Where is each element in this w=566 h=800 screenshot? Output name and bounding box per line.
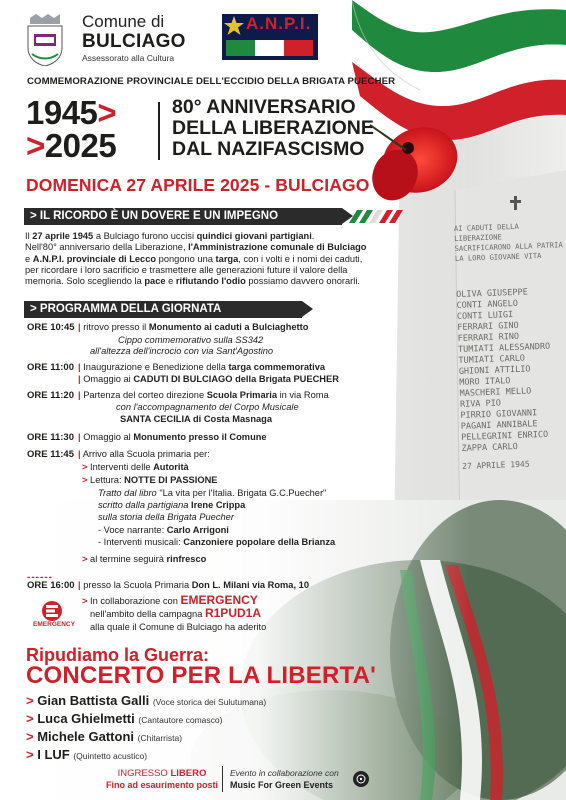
text: INGRESSO: [117, 768, 171, 779]
program-item-1100-a: | Inaugurazione e Benedizione della targa commemorativa: [78, 362, 326, 372]
ricordo-line-3: [25, 254, 430, 265]
program-item-1120: | Partenza del corteo direzione Scuola Primaria in via Roma: [78, 390, 329, 400]
text: memoria. Solo scegliendo la: [25, 276, 145, 287]
inscription-date: 27 APRILE 1945: [462, 459, 530, 471]
anniversary-line-1: 80° ANNIVERSARIO: [172, 96, 356, 118]
text-bold: Irene Crippa: [191, 500, 246, 510]
emergency-name: EMERGENCY: [180, 593, 258, 607]
inscription-name: PAGANI ANNIBALE: [460, 419, 538, 432]
text-bold: Monumento ai caduti a Bulciaghetto: [148, 322, 309, 332]
campaign-name: R1PUD1A: [204, 606, 261, 620]
text-bold: pace: [144, 276, 166, 287]
inscription-name: ZAPPA CARLO: [461, 441, 518, 454]
text-bold: l'Amministrazione comunale di Bulciago: [188, 242, 367, 253]
section-heading-ricordo: > IL RICORDO È UN DOVERE E UN IMPEGNO: [24, 208, 342, 225]
text-bold: targa commemorativa: [228, 362, 326, 372]
inscription-name: FERRARI GINO: [457, 320, 519, 333]
coat-of-arms-icon: [24, 14, 66, 66]
text-bold: 27 aprile 1945: [32, 231, 94, 241]
inscription-line: LA LORO GIOVANE VITA: [454, 250, 542, 264]
text: Nell'80° anniversario della Liberazione,: [25, 242, 189, 253]
anniversary-line-2: DELLA LIBERAZIONE: [172, 117, 374, 139]
inscription-name: MORO ITALO: [459, 376, 511, 388]
program-sub-1120-b: SANTA CECILIA di Costa Masnaga: [120, 414, 273, 424]
text-bold: NOTTE DI PASSIONE: [124, 475, 218, 485]
text: presso la Scuola Primaria: [83, 580, 192, 590]
artist-desc: (Voce storica dei Sulutumana): [152, 697, 267, 707]
inscription-name: FERRARI RINO: [457, 331, 520, 344]
program-sub-1045-b: all'altezza dell'incrocio con via Sant'Agostino: [90, 346, 274, 356]
emergency-logo-label: EMERGENCY: [33, 621, 75, 628]
text: Partenza del corteo direzione: [83, 390, 207, 400]
artist-desc: (Cantautore comasco): [138, 715, 223, 725]
inscription-name: MASCHERI MELLO: [459, 386, 532, 399]
collaboration-note: Evento in collaborazione con: [230, 768, 339, 778]
text-bold: quindici giovani partigiani: [196, 231, 312, 241]
program-item-1145-lettura: > Lettura: NOTTE DI PASSIONE: [82, 475, 218, 485]
time-1600: ORE 16:00: [27, 580, 75, 591]
inscription-name: CONTI ANGELO: [456, 298, 519, 311]
artist-name: I LUF: [37, 747, 70, 762]
text: Interventi delle: [90, 462, 154, 472]
inscription-name: TUMIATI ALESSANDRO: [457, 341, 551, 355]
text: possiamo davvero onorarli.: [245, 276, 360, 287]
time-1120: ORE 11:20: [27, 390, 74, 401]
ricordo-paragraph: [25, 231, 430, 287]
text-bold: A.N.P.I. provinciale di Lecco: [32, 253, 157, 264]
text: al termine seguirà: [90, 554, 167, 564]
inscription-name: OLIVA GIUSEPPE: [456, 287, 528, 300]
municipality-name: BULCIAGO: [82, 31, 186, 52]
artist-desc: (Chitarrista): [137, 733, 183, 743]
program-item-1145-libro: [98, 488, 326, 499]
commemoration-subtitle: COMMEMORAZIONE PROVINCIALE DELL'ECCIDIO DELLA BRIGATA PUECHER: [27, 76, 396, 87]
program-item-1145-storia: sulla storia della Brigata Puecher: [98, 512, 234, 522]
text: Tratto dal libro: [98, 488, 160, 498]
comune-di-label: Comune di: [82, 12, 165, 31]
program-item-adesione: alla quale il Comune di Bulciago ha aderito: [90, 622, 267, 632]
tricolor-stripes-icon: [345, 210, 405, 223]
inscription-name: PIRRIO GIOVANNI: [460, 408, 538, 421]
time-1100: ORE 11:00: [27, 362, 74, 373]
time-1045: ORE 10:45: [27, 322, 75, 333]
artist-item: > I LUF (Quintetto acustico): [26, 747, 148, 762]
text: Omaggio ai: [83, 374, 134, 384]
text-bold: rinfresco: [166, 554, 207, 564]
monument-inscription: [454, 220, 566, 472]
concert-heading-1: Ripudiamo la Guerra:: [26, 645, 210, 665]
artist-item: > Gian Battista Galli (Voce storica dei Sulutumana): [26, 693, 267, 708]
inscription-name: TUMIATI CARLO: [458, 353, 526, 366]
program-item-emergency: > In collaborazione con EMERGENCY: [82, 593, 258, 607]
program-item-1145-authorities: > Interventi delle Autorità: [82, 462, 189, 472]
time-1130: ORE 11:30: [27, 432, 74, 443]
program-sub-1120-a: con l'accompagnamento del Corpo Musicale: [116, 402, 299, 412]
text: - Voce narrante:: [98, 525, 167, 535]
text: e: [25, 253, 33, 264]
artist-item: > Luca Ghielmetti (Cantautore comasco): [26, 711, 223, 726]
inscription-line: AI CADUTI DELLA LIBERAZIONE: [453, 221, 519, 244]
program-item-1130: | Omaggio al Monumento presso il Comune: [78, 432, 267, 442]
text: , con i volti e i nomi dei caduti,: [238, 253, 363, 264]
inscription-name: GHIONI ATTILIO: [458, 364, 531, 377]
availability-note: Fino ad esaurimento posti: [106, 780, 219, 790]
inscription-line: SACRIFICARONO ALLA PATRIA: [454, 240, 563, 254]
year-1945-text: 1945: [26, 94, 98, 131]
anpi-name: A.N.P.I.: [246, 14, 312, 33]
text-bold: Canzoniere popolare della Brianza: [183, 537, 336, 547]
text-bold: Scuola Primaria: [206, 390, 277, 400]
text-bold: LIBERO: [170, 768, 207, 779]
text: .: [311, 231, 315, 241]
program-item-1100-b: | Omaggio ai CADUTI DI BULCIAGO della Brigata PUECHER: [78, 374, 339, 384]
partner-name: Music For Green Events: [230, 780, 334, 790]
inscription-name: PELLEGRINI ENRICO: [461, 429, 549, 443]
program-item-1045: | ritrovo presso il Monumento ai caduti a Bulciaghetto: [78, 322, 309, 332]
inscription-name: RIVA PIO: [459, 398, 502, 410]
inscription-name: CONTI LUIGI: [456, 310, 514, 322]
text: scritto dalla partigiana: [98, 500, 192, 510]
program-item-1600: | presso la Scuola Primaria Don L. Milani via Roma, 10: [78, 580, 309, 590]
text-bold: CADUTI DI BULCIAGO della Brigata PUECHER: [133, 374, 339, 384]
text: Omaggio al: [83, 432, 134, 442]
title-divider: [158, 102, 160, 160]
text: pongono una: [156, 253, 216, 264]
music-for-green-logo-icon: [352, 770, 370, 788]
year-1945: [26, 96, 116, 130]
text-bold: Monumento presso il Comune: [133, 432, 267, 442]
text: a Bulciago furono uccisi: [93, 231, 197, 241]
anniversary-line-3: DAL NAZIFASCISMO: [172, 138, 365, 160]
program-item-1145-autrice: [98, 500, 245, 511]
text: in via Roma: [277, 390, 329, 400]
text-bold: Don L. Milani via Roma, 10: [191, 580, 309, 590]
ricordo-line-1: [25, 231, 430, 242]
text: Lettura:: [90, 475, 125, 485]
concert-heading-2: CONCERTO PER LA LIBERTA': [26, 662, 377, 689]
ricordo-line-5: [25, 276, 430, 287]
artist-name: Luca Ghielmetti: [37, 711, 135, 726]
arrow-glyph: >: [97, 94, 117, 131]
artist-desc: (Quintetto acustico): [73, 751, 148, 761]
assessorato-label: Assessorato alla Cultura: [82, 53, 175, 63]
text: e: [165, 276, 176, 287]
text: Il: [25, 231, 33, 241]
ricordo-line-2: [25, 242, 430, 253]
artist-name: Michele Gattoni: [37, 729, 135, 744]
footer-divider: [222, 766, 223, 792]
text-bold: targa: [215, 253, 239, 264]
text-bold: rifiutando l'odio: [175, 276, 246, 287]
program-sub-1045-a: Cippo commemorativo sulla SS342: [118, 335, 264, 345]
artist-item: > Michele Gattoni (Chitarrista): [26, 729, 183, 744]
text: Arrivo alla Scuola primaria per:: [82, 449, 210, 459]
entry-info: [112, 768, 212, 779]
separator-dashes: ------: [27, 572, 53, 583]
arrow-glyph: >: [26, 127, 45, 164]
program-item-1145-voce: [98, 525, 229, 536]
year-2025: [26, 129, 116, 163]
ricordo-line-4: per ricordare i loro sacrificio e trasmettere alle generazioni future il valore della: [25, 264, 348, 275]
program-item-campagna: [90, 608, 261, 620]
artist-name: Gian Battista Galli: [37, 693, 150, 708]
program-item-1145-rinfresco: > al termine seguirà rinfresco: [82, 554, 207, 564]
text: - Interventi musicali:: [98, 537, 184, 547]
text: Inaugurazione e Benedizione della: [83, 362, 229, 372]
text: ritrovo presso il: [83, 322, 149, 332]
text-bold: Carlo Arrigoni: [166, 525, 229, 535]
program-item-1145: | Arrivo alla Scuola primaria per:: [78, 449, 210, 459]
time-1145: ORE 11:45: [27, 449, 74, 460]
section-heading-programma: > PROGRAMMA DELLA GIORNATA: [24, 301, 302, 318]
text: "La vita per l'Italia. Brigata G.C.Puecher": [159, 488, 327, 498]
text: In collaborazione con: [90, 596, 181, 606]
event-date: DOMENICA 27 APRILE 2025 - BULCIAGO: [26, 175, 370, 195]
program-item-1145-musica: [98, 537, 335, 548]
text-bold: Autorità: [153, 462, 189, 472]
year-2025-text: 2025: [44, 127, 117, 164]
text: nell'ambito della campagna: [90, 609, 205, 619]
